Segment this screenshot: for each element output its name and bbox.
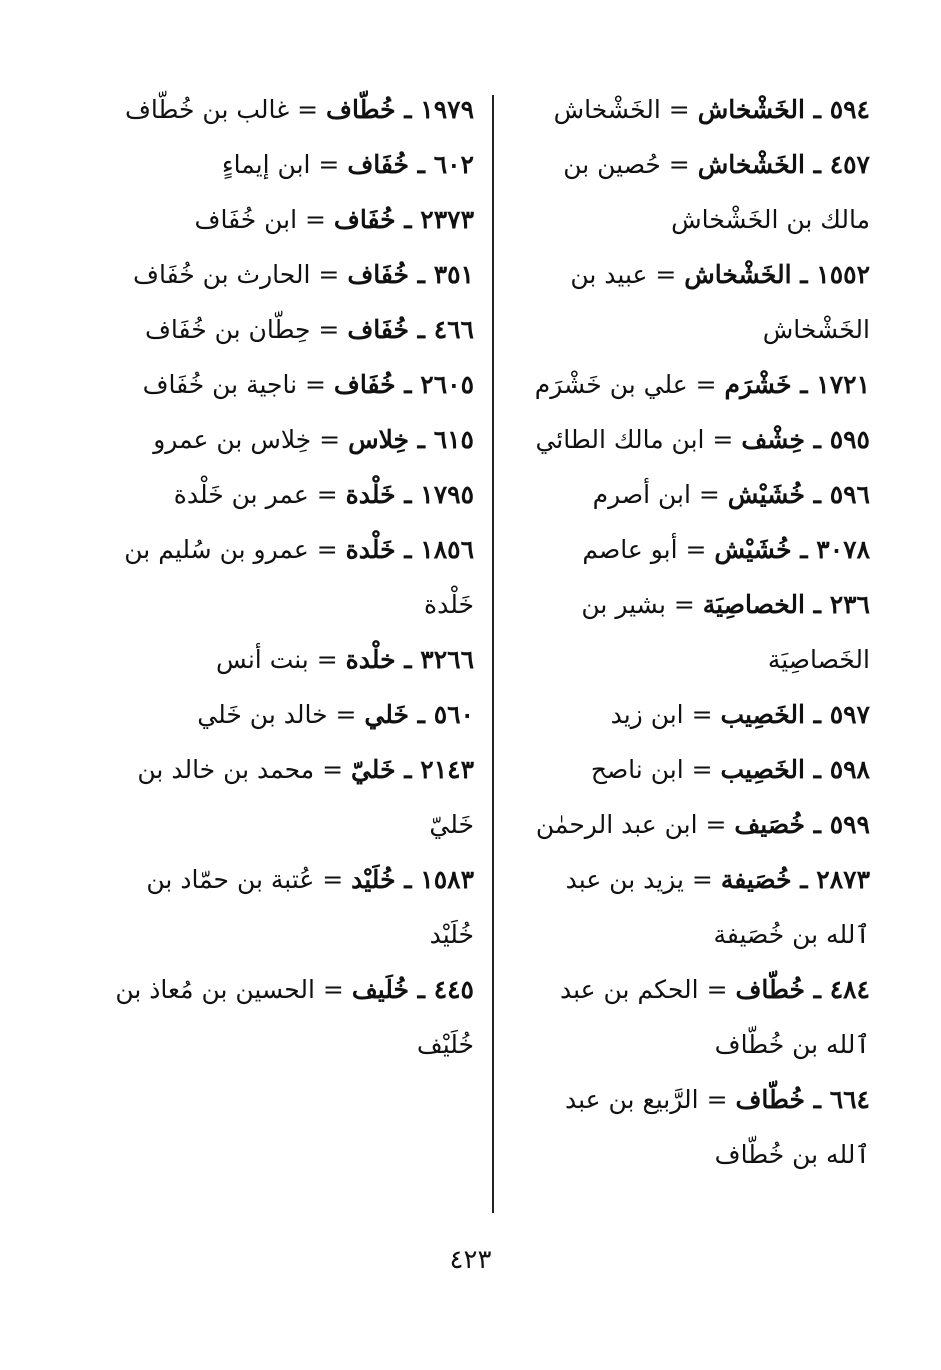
right-column	[516, 82, 870, 1182]
index-entry: ١٥٥٢ ـ الخَشْخاش = عبيد بن الخَشْخاش	[570, 260, 870, 344]
index-entry: ٢٣٧٣ ـ خُفَاف = ابن خُفَاف	[194, 205, 474, 234]
index-entry: ٣٠٧٨ ـ خُشَيْش = أبو عاصم	[582, 535, 870, 564]
index-entry: ٦١٥ ـ خِلاس = خِلاس بن عمرو	[153, 425, 474, 454]
index-entry: ٢٦٠٥ ـ خُفَاف = ناجية بن خُفَاف	[142, 370, 474, 399]
index-entry: ١٧٢١ ـ خَشْرَم = علي بن خَشْرَم	[534, 370, 870, 399]
index-entry: ٥٩٧ ـ الخَصِيب = ابن زيد	[610, 700, 870, 729]
index-entry: ٦٠٢ ـ خُفَاف = ابن إيماءٍ	[221, 150, 474, 179]
index-entry: ٥٩٩ ـ خُصَيف = ابن عبد الرحمٰن	[535, 810, 870, 839]
index-entry: ٥٩٥ ـ خِشْف = ابن مالك الطائي	[535, 425, 870, 454]
left-column	[114, 82, 474, 1072]
index-entry: ٥٦٠ ـ خَلي = خالد بن خَلي	[197, 700, 474, 729]
index-entry: ٤٦٦ ـ خُفَاف = حِطّان بن خُفَاف	[145, 315, 474, 344]
index-entry: ٣٥١ ـ خُفَاف = الحارث بن خُفَاف	[133, 260, 474, 289]
index-entry: ٢٨٧٣ ـ خُصَيفة = يزيد بن عبد ٱلله بن خُصَيفة	[565, 865, 870, 949]
index-entry: ٥٩٨ ـ الخَصِيب = ابن ناصح	[590, 755, 870, 784]
column-divider	[492, 95, 494, 1213]
page-number: ٤٢٣	[449, 1245, 492, 1275]
index-entry: ١٨٥٦ ـ خَلْدة = عمرو بن سُليم بن خَلْدة	[124, 535, 474, 619]
index-entry: ٤٥٧ ـ الخَشْخاش = حُصين بن مالك بن الخَشْخاش	[563, 150, 870, 234]
index-entry: ٣٢٦٦ ـ خلْدة = بنت أنس	[215, 645, 474, 674]
index-entry: ٥٩٤ ـ الخَشْخاش = الخَشْخاش	[553, 95, 870, 124]
index-entry: ٤٤٥ ـ خُلَيف = الحسين بن مُعاذ بن خُلَيْف	[115, 975, 474, 1059]
index-entry: ١٧٩٥ ـ خَلْدة = عمر بن خَلْدة	[173, 480, 474, 509]
index-entry: ١٩٧٩ ـ خُطّاف = غالب بن خُطّاف	[124, 95, 474, 124]
index-entry: ٤٨٤ ـ خُطّاف = الحكم بن عبد ٱلله بن خُطّاف	[560, 975, 870, 1059]
index-entry: ٦٦٤ ـ خُطّاف = الرَّبيع بن عبد ٱلله بن خُطّاف	[564, 1085, 870, 1169]
index-entry: ٥٩٦ ـ خُشَيْش = ابن أصرم	[592, 480, 870, 509]
index-entry: ١٥٨٣ ـ خُلَيْد = عُتبة بن حمّاد بن خُلَيْد	[146, 865, 474, 949]
index-entry: ٢٣٦ ـ الخصاصِيَة = بشير بن الخَصاصِيَة	[581, 590, 870, 674]
index-entry: ٢١٤٣ ـ خَليّ = محمد بن خالد بن خَليّ	[137, 755, 474, 839]
